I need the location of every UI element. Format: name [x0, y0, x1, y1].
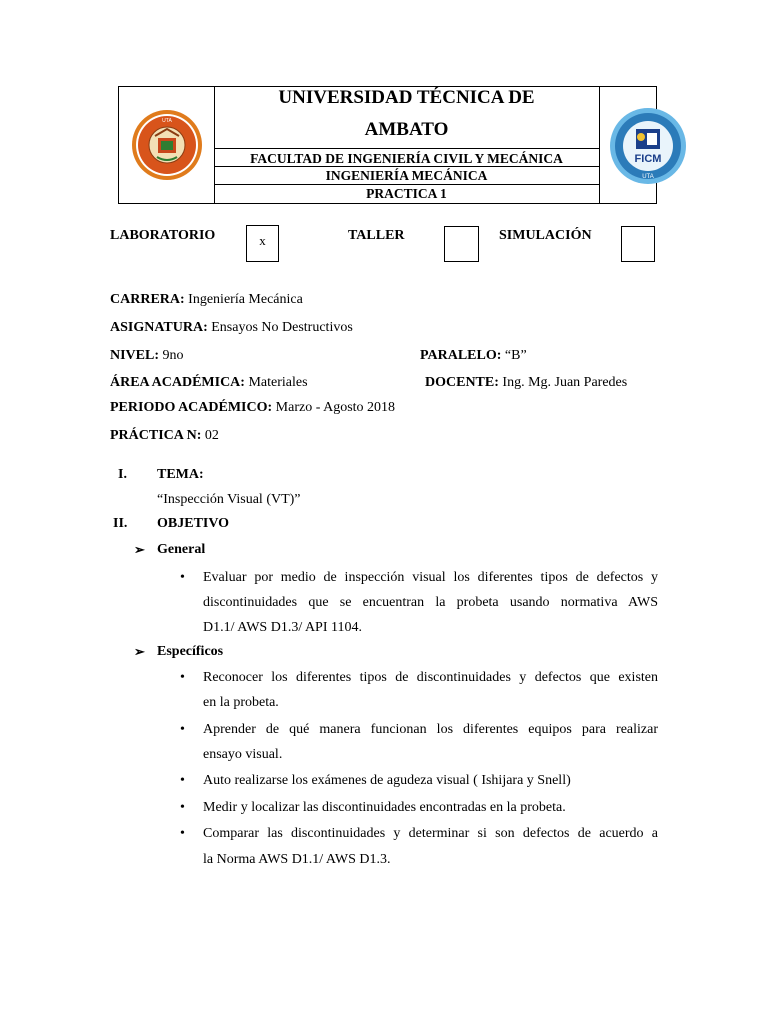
university-seal-logo — [131, 109, 203, 181]
carrera-label: CARRERA: — [110, 292, 185, 307]
header-row-line — [214, 148, 599, 149]
docente-value: Ing. Mg. Juan Paredes — [502, 375, 628, 390]
practice-title: PRACTICA 1 — [366, 186, 447, 201]
general-heading: General — [157, 542, 206, 557]
general-line-2: discontinuidades que se encuentran la probeta usando normativa AWS — [203, 595, 658, 610]
program-name: INGENIERÍA MECÁNICA — [325, 168, 488, 183]
especifico-5-line-2: la Norma AWS D1.1/ AWS D1.3. — [203, 852, 391, 867]
especifico-5-line-1: Comparar las discontinuidades y determinar si son defectos de acuerdo a — [203, 826, 658, 841]
simulacion-checkbox[interactable] — [621, 226, 655, 262]
especifico-1-line-2: en la probeta. — [203, 695, 279, 710]
bullet-icon: • — [180, 773, 185, 788]
periodo-label: PERIODO ACADÉMICO: — [110, 400, 273, 415]
asignatura-value: Ensayos No Destructivos — [211, 320, 353, 335]
area-value: Materiales — [248, 375, 308, 390]
svg-text:UTA: UTA — [642, 174, 654, 180]
tema-text: “Inspección Visual (VT)” — [157, 492, 301, 507]
nivel-value: 9no — [162, 348, 184, 363]
bullet-icon: • — [180, 722, 185, 737]
periodo-field — [110, 400, 395, 416]
practica-field — [110, 428, 219, 444]
header-table — [118, 86, 662, 204]
general-line-3: D1.1/ AWS D1.3/ API 1104. — [203, 620, 362, 635]
laboratorio-label: LABORATORIO — [110, 228, 216, 243]
periodo-value: Marzo - Agosto 2018 — [275, 400, 396, 415]
arrow-bullet-icon: ➢ — [134, 644, 145, 659]
nivel-label: NIVEL: — [110, 348, 160, 363]
practica-label: PRÁCTICA N: — [110, 428, 202, 443]
university-name-line2: AMBATO — [364, 119, 449, 140]
header-divider-right — [599, 87, 600, 203]
especificos-heading: Específicos — [157, 644, 224, 659]
university-name-line1: UNIVERSIDAD TÉCNICA DE — [278, 87, 535, 108]
laboratorio-checkbox[interactable]: x — [246, 225, 279, 262]
ficm-faculty-logo — [609, 107, 687, 185]
docente-label: DOCENTE: — [425, 375, 499, 390]
taller-label: TALLER — [348, 228, 405, 243]
bullet-icon: • — [180, 670, 185, 685]
section-2-title: OBJETIVO — [157, 516, 230, 531]
carrera-value: Ingeniería Mecánica — [188, 292, 303, 307]
asignatura-label: ASIGNATURA: — [110, 320, 208, 335]
practica-value: 02 — [204, 428, 219, 443]
paralelo-value: “B” — [504, 348, 527, 363]
especifico-4-line: Medir y localizar las discontinuidades encontradas en la probeta. — [203, 800, 566, 815]
carrera-field — [110, 292, 303, 308]
especifico-2-line-1: Aprender de qué manera funcionan los diferentes equipos para realizar — [203, 722, 658, 737]
especifico-1-line-1: Reconocer los diferentes tipos de discontinuidades y defectos que existen — [203, 670, 658, 685]
bullet-icon: • — [180, 826, 185, 841]
faculty-name: FACULTAD DE INGENIERÍA CIVIL Y MECÁNICA — [250, 151, 563, 166]
especifico-2-line-2: ensayo visual. — [203, 747, 283, 762]
area-field — [110, 375, 308, 391]
docente-field — [425, 375, 627, 391]
asignatura-field — [110, 320, 353, 336]
simulacion-label: SIMULACIÓN — [499, 228, 592, 243]
area-label: ÁREA ACADÉMICA: — [110, 375, 245, 390]
svg-text:UTA: UTA — [162, 118, 172, 124]
bullet-icon: • — [180, 570, 185, 585]
section-1-number: I. — [118, 467, 127, 482]
arrow-bullet-icon: ➢ — [134, 542, 145, 557]
section-2-number: II. — [113, 516, 128, 531]
paralelo-label: PARALELO: — [420, 348, 502, 363]
general-line-1: Evaluar por medio de inspección visual los diferentes tipos de defectos y — [203, 570, 658, 585]
nivel-field — [110, 348, 184, 364]
bullet-icon: • — [180, 800, 185, 815]
especifico-3-line: Auto realizarse los exámenes de agudeza visual ( Ishijara y Snell) — [203, 773, 571, 788]
section-1-title: TEMA: — [157, 467, 204, 482]
paralelo-field — [420, 348, 527, 364]
taller-checkbox[interactable] — [444, 226, 479, 262]
svg-text:FICM: FICM — [634, 153, 662, 165]
